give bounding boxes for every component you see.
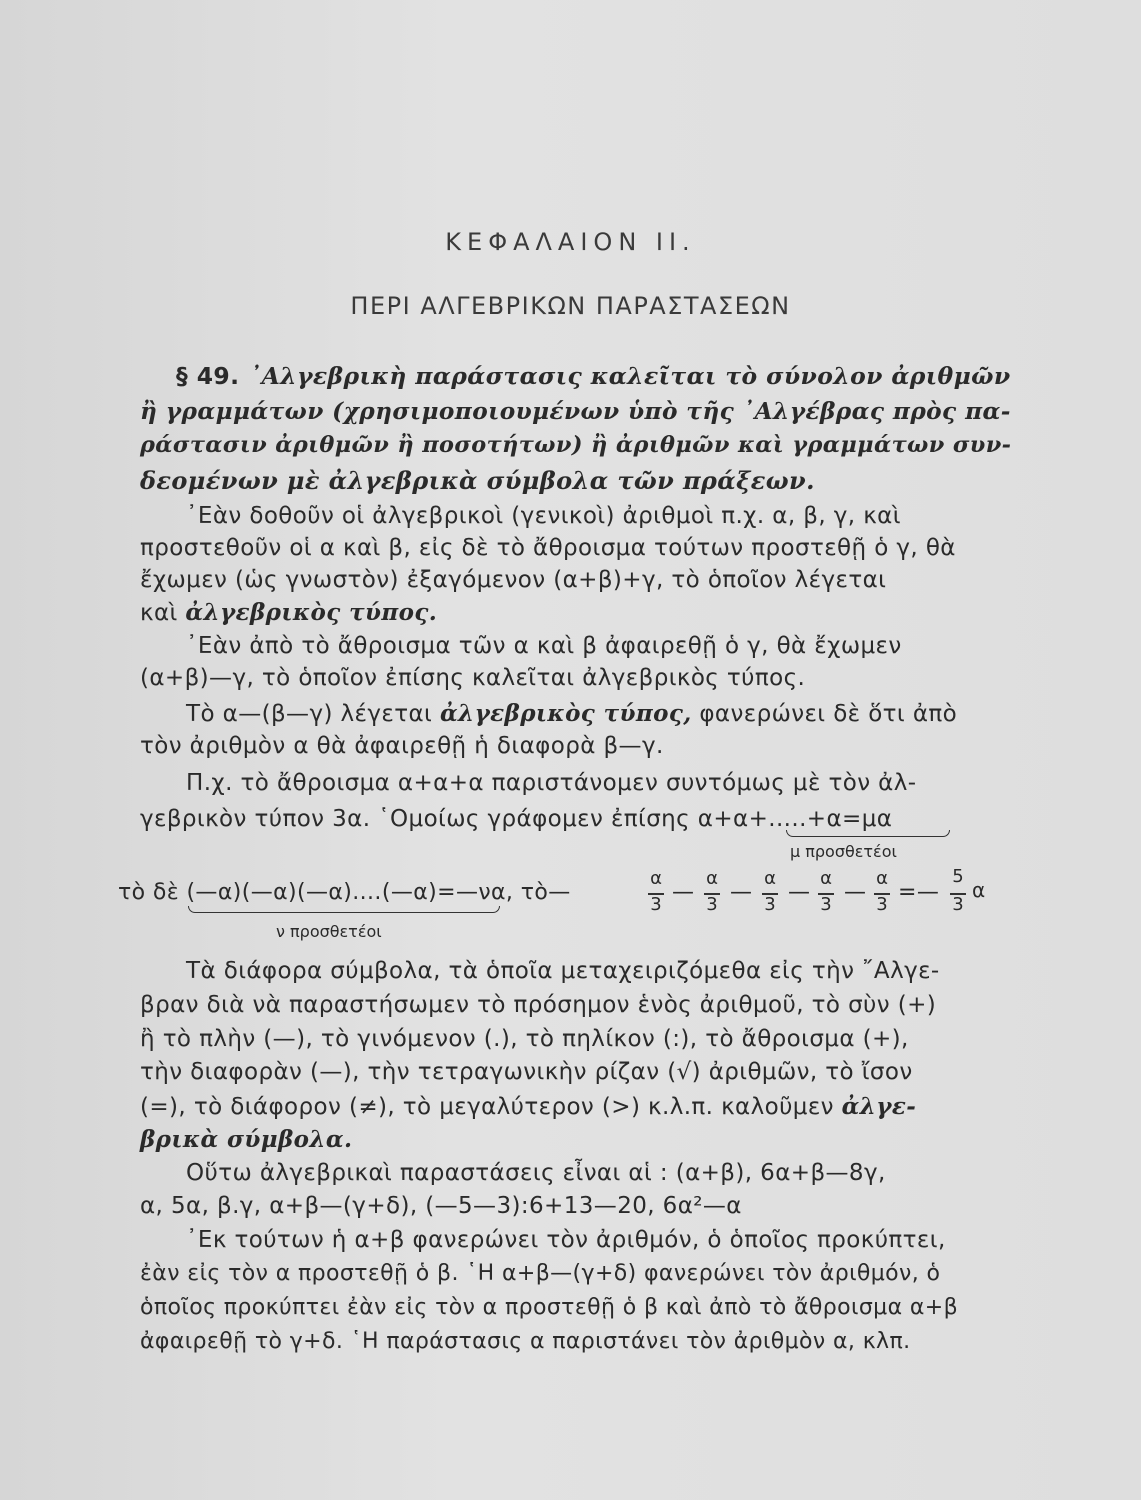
frac-num-6: 5 [952,866,964,887]
p7-line-1: ᾽Εκ τούτων ἡ α+β φανερώνει τὸν ἀριθμόν, ὁ ὁποῖος προκύπτει, [186,1227,946,1253]
p6-line-2: α, 5α, β.γ, α+β—(γ+δ), (—5—3):6+13—20, 6α²—α [140,1193,742,1219]
p7-line-3: ὁποῖος προκύπτει ἐὰν εἰς τὸν α προστεθῇ ὁ β καὶ ἀπὸ τὸ ἄθροισμα α+β [140,1295,959,1320]
chapter-heading: ΚΕΦΑΛΑΙΟΝ ΙΙ. [445,228,696,256]
p7-line-4: ἀφαιρεθῇ τὸ γ+δ. ῾Η παράστασις α παριστάνει τὸν ἀριθμὸν α, κλπ. [140,1329,911,1354]
p4-line-3: τὸ δὲ (—α)(—α)(—α)....(—α)=—να, τὸ— [118,880,571,905]
p3-line-2: τὸν ἀριθμὸν α θὰ ἀφαιρεθῇ ἡ διαφορὰ β—γ. [140,733,664,759]
equals-minus: =— [898,880,940,905]
p5-line-5: (=), τὸ διάφορον (≠), τὸ μεγαλύτερον (>) κ.λ.π. καλοῦμεν ἀλγε- [140,1093,917,1120]
definition-line-4: δεομένων μὲ ἀλγεβρικὰ σύμβολα τῶν πράξεων. [140,466,815,495]
p3-line-1: Τὸ α—(β—γ) λέγεται ἀλγεβρικὸς τύπος, φανερώνει δὲ ὅτι ἀπὸ [186,700,958,727]
p7-line-2: ἐὰν εἰς τὸν α προστεθῇ ὁ β. ῾Η α+β—(γ+δ) φανερώνει τὸν ἀριθμόν, ὁ [140,1261,941,1286]
brace-label-nu: ν προσθετέοι [276,922,382,941]
p5-line-6: βρικὰ σύμβολα. [140,1126,353,1153]
minus-1: — [672,880,695,905]
p6-line-1: Οὕτω ἀλγεβρικαὶ παραστάσεις εἶναι αἱ : (α+β), 6α+β—8γ, [186,1160,886,1186]
definition-line-1: § 49. ᾽Αλγεβρικὴ παράστασις καλεῖται τὸ σύνολον ἀριθμῶν [176,362,1011,390]
p1-line-4: καὶ ἀλγεβρικὸς τύπος. [140,599,438,626]
p5-line-4: τὴν διαφορὰν (—), τὴν τετραγωνικὴν ρίζαν (√) ἀριθμῶν, τὸ ἴσον [140,1059,913,1085]
frac-den-4: 3 [820,894,832,915]
page-title: ΠΕΡΙ ΑΛΓΕΒΡΙΚΩΝ ΠΑΡΑΣΤΑΣΕΩΝ [350,292,791,320]
frac-den-2: 3 [706,894,718,915]
underbrace-nu [188,906,500,913]
frac-num-2: α [706,868,718,889]
frac-num-3: α [764,868,776,889]
minus-2: — [730,880,753,905]
p1-line-1: ᾽Εὰν δοθοῦν οἱ ἀλγεβρικοὶ (γενικοὶ) ἀριθμοὶ π.χ. α, β, γ, καὶ [186,503,901,529]
alpha-trailing: α [972,878,986,902]
section-number: § 49. [176,362,240,390]
definition-line-2: ἢ γραμμάτων (χρησιμοποιουμένων ὑπὸ τῆς ᾽Αλγέβρας πρὸς πα- [140,398,1011,425]
minus-3: — [788,880,811,905]
p4-line-1: Π.χ. τὸ ἄθροισμα α+α+α παριστάνομεν συντόμως μὲ τὸν ἀλ- [186,770,917,796]
frac-den-1: 3 [650,894,662,915]
p5-line-1: Τὰ διάφορα σύμβολα, τὰ ὁποῖα μεταχειριζόμεθα εἰς τὴν ῎Αλγε- [186,958,940,984]
frac-den-5: 3 [876,894,888,915]
p5-line-2: βραν διὰ νὰ παραστήσωμεν τὸ πρόσημον ἑνὸς ἀριθμοῦ, τὸ σὺν (+) [140,992,937,1018]
frac-den-3: 3 [764,894,776,915]
term-algebraic-formula: ἀλγεβρικὸς τύπος. [185,599,438,626]
minus-4: — [844,880,867,905]
p4-line-2: γεβρικὸν τύπον 3α. ῾Ομοίως γράφομεν ἐπίσης α+α+.....+α=μα [140,806,893,832]
brace-label-mu: μ προσθετέοι [790,842,897,861]
p2-line-2: (α+β)—γ, τὸ ὁποῖον ἐπίσης καλεῖται ἀλγεβρικὸς τύπος. [140,665,806,691]
product-expression: (—α)(—α)(—α)....(—α) [186,880,438,905]
p1-line-2: προστεθοῦν οἱ α καὶ β, εἰς δὲ τὸ ἄθροισμα τούτων προστεθῇ ὁ γ, θὰ [140,535,956,561]
frac-num-5: α [876,868,888,889]
definition-line-3: ράστασιν ἀριθμῶν ἢ ποσοτήτων) ἢ ἀριθμῶν καὶ γραμμάτων συν- [140,432,1012,458]
underbrace-mu [786,830,950,837]
p5-line-3: ἢ τὸ πλὴν (—), τὸ γινόμενον (.), τὸ πηλίκον (:), τὸ ἄθροισμα (+), [140,1026,909,1052]
frac-num-1: α [650,868,662,889]
frac-den-6: 3 [952,894,964,915]
p2-line-1: ᾽Εὰν ἀπὸ τὸ ἄθροισμα τῶν α καὶ β ἀφαιρεθῇ ὁ γ, θὰ ἔχωμεν [186,633,902,659]
p1-line-3: ἔχωμεν (ὡς γνωστὸν) ἐξαγόμενον (α+β)+γ, τὸ ὁποῖον λέγεται [140,567,887,593]
sum-expression: α+α+.....+α [697,806,843,832]
frac-num-4: α [820,868,832,889]
